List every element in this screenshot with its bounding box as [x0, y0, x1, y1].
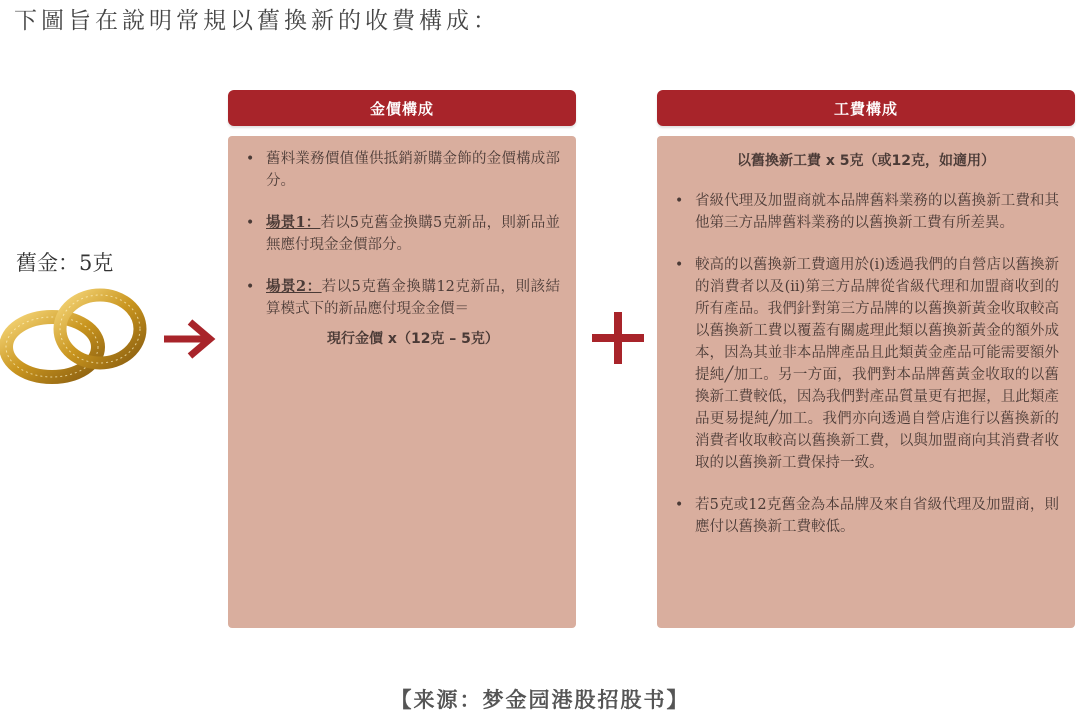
- old-gold-label: 舊金：5克: [16, 251, 114, 275]
- gold-price-box: [228, 136, 576, 628]
- list-item: [244, 212, 560, 256]
- list-item: [244, 276, 560, 350]
- list-item: [673, 254, 1059, 474]
- source-caption: 【来源：梦金园港股招股书】: [390, 688, 690, 712]
- intro-text: 下圖旨在說明常規以舊換新的收費構成：: [14, 8, 500, 34]
- gold-price-header-label: 金價構成: [369, 99, 434, 118]
- gold-price-formula: 現行金價 x（12克 – 5克）: [327, 331, 499, 347]
- scene-1-text: 若以5克舊金換購5克新品，則新品並無應付現金金價部分。: [266, 215, 560, 253]
- bullet-text: 舊料業務價值僅供抵銷新購金飾的金價構成部分。: [266, 151, 560, 189]
- bullet-text: 若5克或12克舊金為本品牌及來自省級代理及加盟商，則應付以舊換新工費較低。: [695, 497, 1059, 535]
- labor-fee-header-label: 工費構成: [833, 99, 898, 118]
- right-arrow-icon: [160, 318, 216, 360]
- scene-2-label: 場景2：: [266, 278, 322, 295]
- bullet-text: 較高的以舊換新工費適用於(i)透過我們的自營店以舊換新的消費者以及(ii)第三方品牌從省級代理和加盟商收到的所有產品。我們針對第三方品牌的以舊換新黃金收取較高以舊換新工費以覆蓋有關處理此類以舊換新黃金的額外成本，因為其並非本品牌產品且此類黃金產品可能需要額外提純╱加工。另一方面，我們對本品牌舊黃金收取的以舊換新工費較低，因為我們對產品質量更有把握，且此類產品更易提純╱加工。我們亦向透過自營店進行以舊換新的消費者收取較高以舊換新工費，以與加盟商向其消費者收取的以舊換新工費保持一致。: [695, 257, 1059, 471]
- gold-price-header: [228, 90, 576, 126]
- list-item: [673, 494, 1059, 538]
- labor-fee-header: [657, 90, 1075, 126]
- plus-icon: [590, 308, 646, 368]
- list-item: [673, 190, 1059, 234]
- labor-fee-box: [657, 136, 1075, 628]
- labor-fee-formula: 以舊換新工費 x 5克（或12克，如適用）: [736, 153, 995, 169]
- gold-rings-image: [0, 285, 160, 390]
- scene-1-label: 場景1：: [266, 214, 321, 231]
- scene-2-text: 若以5克舊金換購12克新品，則該結算模式下的新品應付現金金價＝: [266, 279, 560, 317]
- bullet-text: 省級代理及加盟商就本品牌舊料業務的以舊換新工費和其他第三方品牌舊料業務的以舊換新工費有所差異。: [695, 193, 1059, 231]
- list-item: [244, 148, 560, 192]
